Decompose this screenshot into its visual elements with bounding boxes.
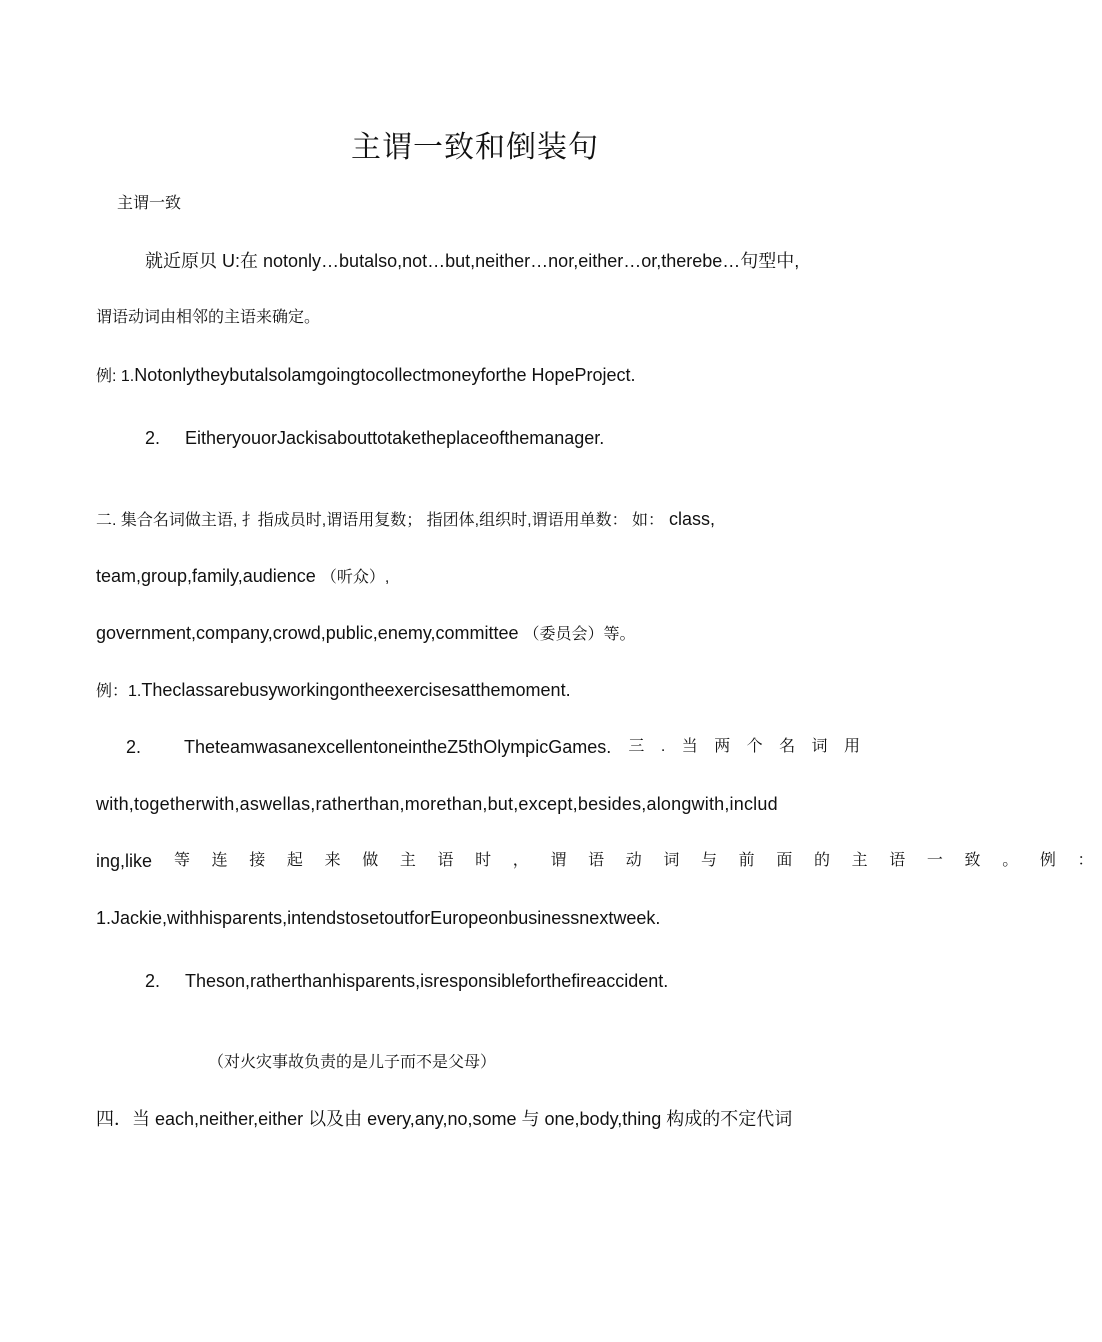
example-sentence: Theclassarebusyworkingontheexercisesatthemoment. — [141, 680, 571, 700]
rule-proximity-line2: 谓语动词由相邻的主语来确定。 — [96, 309, 321, 326]
section3-heading: 三 . 当 两 个 名 词 用 — [628, 738, 866, 755]
section-heading: 主谓一致 — [117, 195, 182, 212]
example-number: 2. — [145, 971, 161, 991]
example-sentence: TheteamwasanexcellentoneintheZ5thOlympicGames. — [184, 737, 612, 757]
example-line-5: 1.Jackie,withhisparents,intendstosetoutforEuropeonbusinessnextweek. — [96, 908, 661, 928]
rule-text: 二. 集合名词做主语, 扌指成员时,谓语用复数； 指团体,组织时,谓语用单数： 如： — [96, 512, 665, 529]
example-line-1 — [96, 363, 636, 389]
rule-gloss: （听众）, — [320, 569, 390, 586]
example-line-4 — [126, 735, 866, 759]
example-number: 2. — [145, 428, 161, 448]
rule-example-words: team,group,family,audience — [96, 566, 316, 586]
collective-noun-rule-line1 — [96, 507, 715, 533]
rule-example-words: government,company,crowd,public,enemy,committee — [96, 623, 519, 643]
example-sentence: Notonlytheybutalsolamgoingtocollectmoneyforthe HopeProject. — [134, 365, 636, 385]
rule-text: 等 连 接 起 来 做 主 语 时 ， 谓 语 动 词 与 前 面 的 主 语 一 致 。 例 ： — [174, 852, 1102, 869]
collective-noun-rule-line3 — [96, 621, 636, 647]
rule-proximity-line1: 就近原贝 U:在 notonly…butalso,not…but,neither…nor,either…or,therebe…句型中, — [145, 251, 800, 271]
example-label: 例: 1. — [96, 368, 135, 385]
document-title: 主谓一致和倒装句 — [351, 131, 599, 164]
example-line-2 — [145, 426, 604, 450]
conjunction-list-line1: with,togetherwith,aswellas,ratherthan,morethan,but,except,besides,alongwith,includ — [96, 794, 778, 814]
example-line-6 — [145, 969, 668, 993]
example-sentence: EitheryouorJackisabouttotaketheplaceofthemanager. — [185, 428, 605, 448]
conjunction-list-line2 — [96, 849, 1102, 873]
example-line-3 — [96, 678, 571, 704]
rule-gloss: （委员会）等。 — [523, 626, 636, 643]
rule-example-words: class, — [669, 509, 716, 529]
example-label: 例：1. — [96, 683, 142, 700]
indefinite-pronoun-rule: 四．当 each,neither,either 以及由 every,any,no,some 与 one,body,thing 构成的不定代词 — [96, 1109, 793, 1129]
collective-noun-rule-line2 — [96, 564, 389, 590]
translation-note: （对火灾事故负责的是儿子而不是父母） — [208, 1054, 497, 1071]
conjunction-words: ing,like — [96, 851, 153, 871]
example-number: 2. — [126, 737, 142, 757]
example-sentence: Theson,ratherthanhisparents,isresponsibleforthefireaccident. — [185, 971, 669, 991]
